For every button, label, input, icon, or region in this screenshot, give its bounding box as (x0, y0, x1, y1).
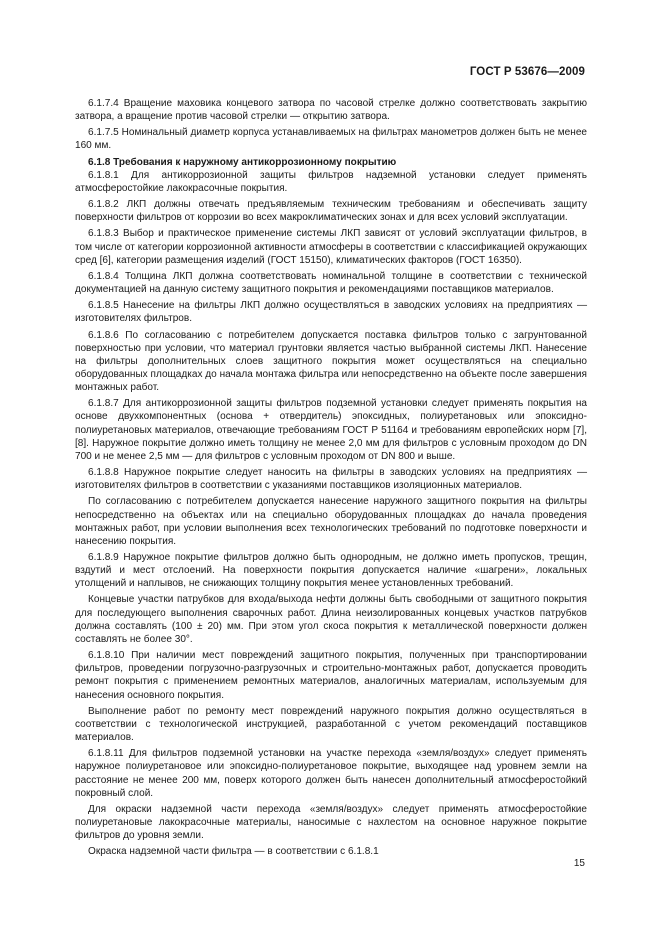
paragraph: Окраска надземной части фильтра — в соответствии с 6.1.8.1 (88, 846, 379, 858)
paragraph: Концевые участки патрубков для входа/выхода нефти должны быть свободными от защитного покрытия для последующего выполнения сварочных работ. Длина неизолированных концевых участков патрубков должна составлять (100 ± 20) мм. При этом угол скоса покрытия к металлической поверхности должен составлять не более 30°. (75, 594, 587, 645)
paragraph: Для окраски надземной части перехода «земля/воздух» следует применять атмосферостойкие полиуретановые лакокрасочные материалы, наносимые с нахлестом на основное наружное покрытие фильтров до уровня земли. (75, 803, 587, 842)
paragraph: 6.1.8.1 Для антикоррозионной защиты фильтров надземной установки следует применять атмосферостойкие лакокрасочные покрытия. (75, 169, 587, 194)
page-number: 15 (573, 858, 585, 869)
paragraph: Выполнение работ по ремонту мест повреждений наружного покрытия должно осуществляться в соответствии с технологической инструкцией, разработанной с учетом рекомендаций поставщиков материалов. (75, 705, 587, 744)
paragraph: 6.1.8.6 По согласованию с потребителем допускается поставка фильтров только с загрунтованной поверхностью при условии, что материал грунтовки является частью выбранной системы ЛКП. Нанесение на фильтры дополнительных слоев защитного покрытия может осуществляться на специально оборудованных площадках до начала монтажа фильтра или непосредственно на объекте после завершения монтажных работ. (75, 329, 587, 394)
paragraph: 6.1.8.4 Толщина ЛКП должна соответствовать номинальной толщине в соответствии с технической документацией на данную систему защитного покрытия и рекомендациями поставщиков материалов. (75, 270, 587, 296)
paragraph: 6.1.8.5 Нанесение на фильтры ЛКП должно осуществляться в заводских условиях на предприятиях — изготовителях фильтров. (75, 300, 587, 325)
paragraph: 6.1.8.11 Для фильтров подземной установки на участке перехода «земля/воздух» следует применять наружное полиуретановое или эпоксидно-полиуретановое покрытие, выходящее над уровнем земли на расстояние не менее 200 мм, поверх которого должен быть нанесен дополнительный атмосферостойкий покровный слой. (75, 748, 587, 799)
paragraph: 6.1.8.10 При наличии мест повреждений защитного покрытия, полученных при транспортировании фильтров, проведении погрузочно-разгрузочных и строительно-монтажных работ, допускается проводить ремонт покрытия с применением ремонтных материалов, аналогичных материалам, используемым для нанесения основного покрытия. (75, 650, 587, 701)
document-body (75, 97, 587, 858)
paragraph: 6.1.8.2 ЛКП должны отвечать предъявляемым техническим требованиям и обеспечивать защиту поверхности фильтров от коррозии во всех макроклиматических зонах и для всех условий эксплуатации. (75, 199, 587, 224)
paragraph: 6.1.7.5 Номинальный диаметр корпуса устанавливаемых на фильтрах манометров должен быть не менее 160 мм. (75, 127, 587, 152)
paragraph: 6.1.8.8 Наружное покрытие следует наносить на фильтры в заводских условиях на предприятиях — изготовителях фильтров в соответствии с указаниями поставщиков изоляционных материалов. (75, 467, 587, 492)
section-heading: 6.1.8 Требования к наружному антикоррозионному покрытию (88, 156, 397, 168)
paragraph: По согласованию с потребителем допускается нанесение наружного защитного покрытия на фильтры непосредственно на объектах или на специально оборудованных площадках до начала проведения монтажных работ, при условии выполнения всех технологических требований по подготовке поверхности и нанесению покрытия. (75, 496, 587, 547)
paragraph: 6.1.8.9 Наружное покрытие фильтров должно быть однородным, не должно иметь пропусков, трещин, вздутий и мест отслоений. На поверхности покрытия допускается наличие «шагрени», локальных утолщений и наплывов, не снижающих толщину покрытия менее установленных требований. (75, 552, 587, 590)
paragraph: 6.1.7.4 Вращение маховика концевого затвора по часовой стрелке должно соответствовать закрытию затвора, а вращение против часовой стрелки — открытию затвора. (75, 98, 587, 123)
paragraph: 6.1.8.7 Для антикоррозионной защиты фильтров подземной установки следует применять покрытия на основе двухкомпонентных (основа + отвердитель) эпоксидных, полиуретановых или эпоксидно-полиуретановых материалов, отвечающие требованиям ГОСТ Р 51164 и требованиям европейских норм [7], [8]. Наружное покрытие должно иметь толщину не менее 2,0 мм для фильтров с условным проходом до DN 700 и не менее 2,5 мм — для фильтров с условным проходом от DN 800 и выше. (75, 398, 587, 462)
document-header: ГОСТ Р 53676—2009 (469, 66, 585, 78)
paragraph: 6.1.8.3 Выбор и практическое применение системы ЛКП зависят от условий эксплуатации фильтров, в том числе от категории коррозионной активности атмосферы в соответствии с классификацией окружающих сред [6], категории размещения изделий (ГОСТ 15150), климатических факторов (ГОСТ 16350). (75, 228, 587, 266)
